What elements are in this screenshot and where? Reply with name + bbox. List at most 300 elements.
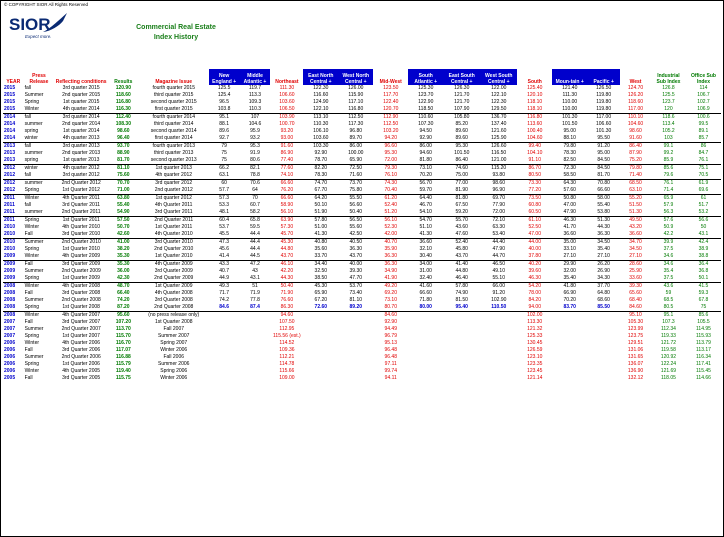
- table-cell: Summer 2006: [158, 361, 190, 367]
- table-cell: Winter 2006: [160, 347, 188, 353]
- table-cell: 4th quarter 2013: [54, 135, 107, 143]
- title-line-2: Index History: [153, 34, 199, 41]
- table-cell: 71.60: [338, 172, 373, 180]
- table-cell: 69.6: [686, 187, 721, 195]
- table-cell: 3rd Quarter 2010: [154, 239, 193, 245]
- table-cell: 58.50: [552, 172, 587, 180]
- table-cell: 2008: [4, 312, 16, 318]
- table-cell: 2nd Quarter 2007: [61, 326, 101, 332]
- table-cell: 46.70: [419, 202, 432, 208]
- table-cell: 68.40: [629, 297, 642, 303]
- table-cell: 53.3: [219, 202, 229, 208]
- table-cell: 51.50: [629, 202, 642, 208]
- table-cell: 1st Quarter 2011: [155, 224, 193, 230]
- table-cell: 122.90: [418, 99, 434, 105]
- table-cell: [552, 354, 587, 361]
- table-cell: [209, 319, 240, 326]
- table-cell: 39.30: [629, 283, 642, 289]
- table-row: [3, 180, 721, 188]
- table-cell: 77.60: [280, 165, 294, 171]
- table-cell: 106.50: [270, 106, 303, 114]
- table-cell: 122.40: [383, 99, 399, 105]
- table-cell: 97.11: [384, 361, 397, 367]
- table-cell: 2008: [3, 304, 24, 312]
- table-cell: 88.1: [219, 121, 229, 127]
- table-cell: 2nd Quarter 2010: [61, 239, 101, 245]
- table-cell: 48.70: [117, 283, 130, 289]
- table-cell: 113.70: [115, 326, 131, 332]
- table-cell: 78.30: [303, 172, 338, 180]
- table-cell: 2013: [4, 150, 16, 156]
- table-cell: spring: [24, 157, 55, 165]
- table-cell: 76.10: [373, 172, 408, 180]
- table-cell: 4th Quarter 2008: [154, 290, 193, 296]
- table-cell: 2014: [4, 121, 16, 127]
- table-cell: 125.5: [662, 92, 675, 98]
- table-cell: 59: [665, 290, 672, 296]
- table-cell: 41.30: [408, 231, 443, 239]
- table-cell: 112.90: [383, 114, 399, 120]
- table-cell: 84.7: [698, 150, 709, 156]
- table-row: [3, 121, 721, 128]
- table-cell: 95.00: [597, 150, 610, 156]
- table-cell: 2015: [4, 92, 16, 98]
- table-cell: 35.4: [663, 268, 674, 274]
- table-cell: 1st Quarter 2009: [154, 283, 193, 289]
- table-cell: 4th quarter 2014: [54, 106, 107, 114]
- table-cell: 34.6: [663, 261, 674, 267]
- table-cell: 67.8: [698, 297, 709, 303]
- table-cell: 107: [250, 114, 260, 120]
- table-cell: 34.00: [419, 261, 432, 267]
- table-cell: [443, 340, 480, 347]
- table-cell: 111.30: [562, 92, 577, 98]
- table-cell: 55.40: [117, 202, 130, 208]
- table-cell: fall: [24, 114, 31, 120]
- table-cell: 114.66: [696, 375, 711, 381]
- table-cell: 63.1: [209, 172, 240, 180]
- table-cell: 63.80: [117, 195, 130, 201]
- table-cell: 51.20: [373, 209, 408, 217]
- table-row: [3, 239, 721, 247]
- table-cell: 115.66: [279, 368, 295, 374]
- table-cell: 98.60: [492, 180, 505, 186]
- table-cell: 44.4: [250, 246, 260, 252]
- table-row: [3, 106, 721, 114]
- table-cell: 81.10: [117, 165, 130, 171]
- table-cell: 47.60: [443, 231, 480, 239]
- table-cell: 91.60: [280, 143, 294, 149]
- table-cell: Spring: [24, 217, 40, 223]
- table-cell: 74.10: [270, 172, 303, 180]
- table-cell: [209, 312, 240, 320]
- table-cell: 4th Quarter 2011: [155, 202, 193, 208]
- table-cell: 29.90: [563, 261, 576, 267]
- table-cell: 78.00: [528, 290, 541, 296]
- table-cell: 92.90: [408, 135, 443, 143]
- table-cell: 77.20: [517, 187, 552, 195]
- table-cell: 117.70: [383, 92, 399, 98]
- table-cell: fall: [24, 85, 31, 91]
- table-cell: 84.20: [528, 297, 541, 303]
- table-cell: 84.60: [384, 312, 397, 318]
- table-cell: 121.00: [480, 157, 517, 165]
- table-cell: [587, 375, 620, 382]
- table-cell: 70.40: [373, 187, 408, 195]
- table-cell: 2nd Quarter 2012: [61, 180, 101, 186]
- table-cell: 119.80: [596, 99, 612, 105]
- table-cell: Spring: [24, 304, 55, 312]
- table-cell: [587, 326, 620, 333]
- table-cell: 120.90: [115, 85, 131, 91]
- table-cell: 42.20: [280, 268, 294, 274]
- table-body: [3, 85, 721, 382]
- logo-text: SIOR: [9, 15, 51, 34]
- table-cell: 40.00: [349, 261, 363, 267]
- column-header: Reflecting conditions: [55, 79, 107, 85]
- table-cell: 91.9: [250, 150, 260, 156]
- table-cell: 41.5: [698, 283, 709, 289]
- table-cell: 70.6: [250, 180, 260, 186]
- table-cell: 112.95: [279, 326, 295, 332]
- table-cell: 57.60: [552, 187, 587, 195]
- table-cell: 96.60: [384, 143, 397, 149]
- table-cell: 43.70: [338, 253, 373, 261]
- table-cell: 101.30: [596, 128, 612, 134]
- table-cell: 94.20: [373, 135, 408, 143]
- table-cell: 120.70: [373, 106, 408, 114]
- table-cell: 43.1: [240, 275, 271, 283]
- table-cell: 2011: [4, 202, 15, 208]
- table-cell: 35.00: [563, 239, 576, 245]
- table-row: [3, 195, 721, 203]
- table-cell: 68.60: [597, 297, 610, 303]
- table-cell: 119.80: [596, 92, 612, 98]
- table-cell: [552, 319, 587, 326]
- table-cell: 53.80: [587, 209, 620, 217]
- table-cell: 34.50: [629, 246, 642, 252]
- table-cell: 75: [221, 150, 227, 156]
- table-cell: 85.20: [455, 121, 468, 127]
- table-cell: 94.60: [419, 150, 432, 156]
- table-cell: 103.90: [279, 114, 295, 120]
- table-cell: 43.60: [455, 224, 468, 230]
- table-cell: 116.80: [527, 114, 543, 120]
- table-cell: 44.9: [209, 275, 240, 283]
- table-cell: 121.69: [660, 368, 677, 374]
- table-cell: 47.90: [492, 246, 505, 252]
- table-cell: winter: [24, 165, 38, 171]
- table-cell: 81.80: [455, 195, 468, 201]
- table-cell: 87.90: [629, 150, 642, 156]
- table-cell: 121.70: [454, 99, 470, 105]
- table-cell: 50.80: [563, 195, 576, 201]
- column-header: South Atlantic +: [408, 69, 443, 85]
- table-cell: 73.30: [528, 180, 541, 186]
- table-cell: 31.00: [419, 268, 432, 274]
- table-cell: 49.20: [384, 283, 397, 289]
- table-cell: 125.4: [217, 92, 231, 98]
- table-cell: 48.1: [209, 209, 240, 217]
- table-cell: 4th Quarter 2006: [62, 340, 101, 346]
- table-cell: [209, 368, 240, 375]
- table-cell: 126.30: [454, 85, 470, 91]
- table-cell: 43: [252, 268, 258, 274]
- table-cell: 45.30: [280, 239, 294, 245]
- table-cell: 95.40: [443, 304, 480, 312]
- table-cell: Summer: [24, 92, 44, 98]
- table-cell: Spring: [24, 361, 40, 367]
- table-cell: 2008: [4, 297, 16, 303]
- table-cell: [408, 312, 443, 320]
- table-cell: 66.60: [280, 180, 294, 186]
- table-cell: 3rd Quarter 2008: [62, 290, 101, 296]
- table-row: [3, 202, 721, 209]
- table-cell: 50: [700, 224, 707, 230]
- table-cell: 41.00: [117, 239, 130, 245]
- table-row: [3, 275, 721, 283]
- table-cell: 72.60: [303, 304, 338, 312]
- table-row: [3, 290, 721, 297]
- table-cell: 53.2: [686, 209, 721, 217]
- table-cell: fall: [24, 202, 31, 208]
- table-cell: 82.20: [314, 165, 328, 171]
- table-cell: 43.70: [443, 253, 480, 261]
- table-cell: 82.1: [250, 165, 260, 171]
- table-cell: 55.40: [597, 202, 610, 208]
- table-cell: 41.60: [419, 283, 432, 289]
- table-cell: 125.30: [418, 85, 434, 91]
- table-cell: 110.10: [628, 114, 643, 120]
- table-cell: 55.20: [629, 195, 642, 201]
- table-cell: 113.3: [248, 92, 262, 98]
- table-cell: 81.10: [349, 297, 363, 303]
- table-cell: 77.40: [270, 157, 303, 165]
- table-cell: 2013: [4, 143, 16, 149]
- table-cell: 35.40: [552, 275, 587, 283]
- table-cell: 103.8: [209, 106, 240, 114]
- column-header: Press Release: [29, 73, 49, 85]
- table-cell: [240, 312, 271, 320]
- table-cell: 87.4: [240, 304, 271, 312]
- table-cell: Summer: [24, 239, 44, 245]
- column-header: Mid-West: [379, 79, 402, 85]
- table-cell: 91.20: [597, 143, 610, 149]
- column-header: West: [629, 79, 642, 85]
- table-cell: 3rd Quarter 2008: [154, 297, 193, 303]
- table-cell: 71.90: [280, 290, 294, 296]
- table-cell: 113.60: [527, 121, 543, 127]
- table-cell: 106.10: [313, 128, 329, 134]
- table-cell: 119.80: [587, 106, 620, 114]
- table-cell: 79.30: [384, 165, 397, 171]
- table-cell: 43.1: [686, 231, 721, 239]
- table-cell: 80.50: [517, 172, 552, 180]
- table-cell: 51.00: [314, 224, 328, 230]
- table-row: [3, 340, 721, 347]
- table-cell: 100.40: [527, 128, 543, 134]
- table-cell: 95.13: [384, 340, 397, 346]
- table-cell: [552, 347, 587, 354]
- column-header: Northeast: [275, 79, 299, 85]
- table-cell: Spring 2006: [160, 368, 188, 374]
- table-cell: 50.1: [686, 275, 721, 283]
- table-cell: 60.4: [219, 217, 229, 223]
- table-cell: [303, 368, 338, 375]
- table-cell: 111.30: [279, 85, 295, 91]
- table-cell: 41.90: [373, 275, 408, 283]
- table-cell: 64.30: [563, 180, 576, 186]
- table-cell: 75.20: [620, 157, 651, 165]
- table-cell: 95.1: [663, 312, 674, 318]
- table-cell: [443, 368, 480, 375]
- table-cell: 50.70: [117, 224, 130, 230]
- table-cell: 79.80: [629, 165, 642, 171]
- table-cell: [480, 326, 517, 333]
- table-cell: 66.90: [563, 290, 576, 296]
- table-cell: 96.90: [480, 187, 517, 195]
- table-cell: [408, 326, 443, 333]
- table-cell: 1st quarter 2015: [62, 99, 100, 105]
- table-cell: 35.90: [384, 246, 397, 252]
- table-cell: 107.30: [418, 121, 434, 127]
- table-cell: 50.40: [280, 283, 294, 289]
- sior-logo: [7, 10, 73, 40]
- table-cell: 57.80: [455, 283, 468, 289]
- table-cell: 118.10: [527, 99, 543, 105]
- table-cell: 59.3: [698, 290, 709, 296]
- table-cell: 82.50: [552, 157, 587, 165]
- table-cell: 41.80: [563, 283, 576, 289]
- table-cell: 2nd Quarter 2009: [139, 275, 209, 283]
- table-cell: 50.10: [314, 202, 328, 208]
- table-cell: [240, 333, 271, 340]
- table-cell: 45.5: [209, 231, 240, 239]
- table-cell: [408, 354, 443, 361]
- table-cell: 77.90: [492, 202, 505, 208]
- table-cell: 84.50: [597, 165, 610, 171]
- table-cell: 58.2: [240, 209, 271, 217]
- table-cell: 89.70: [338, 135, 373, 143]
- table-cell: summer: [24, 121, 43, 127]
- table-cell: 70.80: [597, 180, 610, 186]
- table-cell: 2nd quarter 2014: [62, 121, 101, 127]
- table-cell: 68.50: [629, 180, 642, 186]
- table-row: [3, 209, 721, 217]
- table-cell: 72.00: [480, 209, 517, 217]
- table-cell: [480, 368, 517, 375]
- table-cell: 109.36: [279, 347, 295, 353]
- table-cell: [209, 361, 240, 368]
- table-cell: 40.7: [219, 268, 229, 274]
- table-cell: 79.80: [563, 143, 576, 149]
- table-cell: Spring 2007: [160, 340, 188, 346]
- table-cell: 33.10: [563, 246, 576, 252]
- table-cell: 136.70: [491, 114, 507, 120]
- table-cell: 119.7: [248, 85, 262, 91]
- table-cell: [303, 333, 338, 340]
- table-cell: 85.7: [686, 135, 721, 143]
- table-cell: 47.70: [338, 275, 373, 283]
- table-cell: 129.50: [480, 106, 517, 114]
- table-cell: 51.10: [419, 224, 432, 230]
- table-cell: 124.70: [627, 85, 644, 91]
- table-cell: [338, 319, 373, 326]
- table-cell: 4th Quarter 2008: [62, 283, 101, 289]
- table-cell: 104.60: [627, 121, 644, 127]
- table-cell: 71.00: [108, 187, 139, 195]
- table-cell: 2nd Quarter 2011: [154, 217, 194, 223]
- table-row: [3, 253, 721, 261]
- table-cell: 57.50: [117, 217, 130, 223]
- table-cell: 45.6: [219, 246, 229, 252]
- column-header: Office Sub Index: [690, 73, 716, 85]
- table-row: [3, 92, 721, 99]
- table-cell: 71.80: [419, 297, 432, 303]
- table-cell: Winter: [24, 368, 40, 374]
- table-cell: 117.10: [348, 99, 364, 105]
- table-cell: 71.40: [620, 172, 651, 180]
- table-cell: first quarter 2015: [139, 106, 209, 114]
- table-cell: 66.2: [219, 165, 229, 171]
- table-row: [3, 297, 721, 304]
- table-cell: 126.20: [627, 92, 644, 98]
- table-cell: 115.79: [115, 361, 131, 367]
- table-cell: [587, 368, 620, 375]
- table-cell: fourth quarter 2015: [152, 85, 195, 91]
- table-cell: 2006: [4, 361, 16, 367]
- table-cell: 51.7: [698, 202, 709, 208]
- table-cell: 118.60: [628, 99, 643, 105]
- table-cell: [587, 319, 620, 326]
- table-cell: 53.40: [480, 231, 517, 239]
- table-cell: 119.40: [115, 368, 131, 374]
- table-cell: 120.92: [660, 354, 677, 360]
- table-cell: 113.4: [662, 121, 675, 127]
- table-cell: 72.30: [563, 165, 576, 171]
- table-cell: [338, 361, 373, 368]
- table-cell: 122.30: [491, 99, 507, 105]
- table-cell: 105.5: [697, 319, 710, 325]
- table-cell: 69.20: [384, 290, 397, 296]
- header-row: [3, 69, 721, 85]
- table-cell: 42.60: [108, 231, 139, 239]
- table-cell: 2006: [4, 354, 16, 360]
- table-cell: 35.40: [597, 246, 610, 252]
- table-cell: 65.9: [663, 195, 674, 201]
- table-row: [3, 361, 721, 368]
- table-cell: 99.2: [663, 150, 674, 156]
- table-cell: 2nd Quarter 2011: [54, 209, 107, 217]
- table-cell: fourth quarter 2014: [152, 114, 195, 120]
- table-row: [3, 217, 721, 225]
- table-cell: 51: [252, 283, 258, 289]
- table-cell: Fall 2006: [163, 354, 185, 360]
- table-cell: [303, 312, 338, 320]
- table-cell: Fall: [24, 231, 55, 239]
- table-cell: 76.20: [270, 187, 303, 195]
- table-cell: 40.00: [528, 246, 541, 252]
- table-cell: [552, 312, 587, 320]
- table-cell: Winter: [24, 253, 55, 261]
- table-cell: 72.50: [349, 165, 363, 171]
- table-cell: 71.4: [651, 187, 686, 195]
- table-cell: [338, 347, 373, 354]
- table-cell: 65.8: [250, 217, 260, 223]
- table-cell: [408, 368, 443, 375]
- table-cell: 3rd Quarter 2007: [62, 319, 101, 325]
- table-cell: 2015: [3, 106, 24, 114]
